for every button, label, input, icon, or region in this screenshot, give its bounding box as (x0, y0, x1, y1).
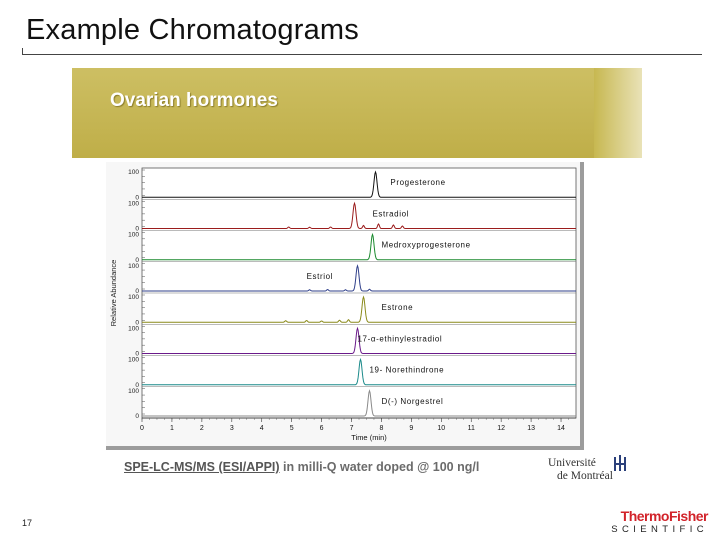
page-number: 17 (22, 518, 33, 528)
thermofisher-logo (612, 508, 712, 538)
series-label: 19- Norethindrone (369, 365, 445, 375)
brand-subtitle: SCIENTIFIC (611, 524, 708, 535)
x-tick-label: 10 (437, 425, 446, 432)
x-tick-label: 4 (259, 425, 264, 432)
y-tick-label-0: 0 (135, 350, 139, 358)
y-tick-label-0: 0 (135, 225, 139, 233)
y-tick-label-0: 0 (135, 319, 139, 327)
y-tick-label-100: 100 (128, 294, 139, 301)
series-label: Progesterone (390, 178, 446, 188)
method-caption (124, 460, 479, 474)
x-tick-label: 13 (527, 425, 536, 432)
y-tick-label-100: 100 (128, 200, 139, 208)
x-tick-label: 7 (349, 425, 354, 432)
title-rule (22, 54, 702, 55)
y-tick-label-0: 0 (135, 413, 139, 420)
university-name-line2: de Montréal (557, 470, 613, 482)
university-name-line1: Université (548, 457, 596, 469)
x-axis-label: Time (min) (351, 433, 387, 442)
series-label: 17-α-ethinylestradiol (357, 334, 443, 344)
x-tick-label: 6 (319, 425, 324, 432)
y-tick-label-100: 100 (128, 325, 139, 333)
university-mark-icon (611, 455, 633, 473)
gold-panel-fade (594, 68, 642, 158)
x-tick-label: 8 (379, 425, 384, 432)
x-tick-label: 0 (140, 425, 144, 432)
x-tick-label: 14 (557, 425, 565, 432)
series-label: Estradiol (372, 209, 410, 219)
slide-title: Example Chromatograms (26, 14, 359, 46)
y-tick-label-0: 0 (135, 194, 139, 202)
x-tick-label: 5 (289, 425, 294, 432)
y-tick-label-100: 100 (128, 169, 139, 176)
x-tick-label: 9 (409, 425, 414, 432)
y-tick-label-100: 100 (128, 262, 139, 270)
chromatogram-chart (106, 162, 584, 450)
brand-name: ThermoFisher (620, 508, 708, 524)
y-tick-label-0: 0 (135, 256, 139, 264)
x-tick-label: 2 (199, 425, 204, 432)
y-axis-label: Relative Abundance (109, 259, 118, 327)
series-label: Estrone (381, 303, 414, 313)
panel-title: Ovarian hormones (110, 90, 278, 111)
y-tick-label-100: 100 (128, 356, 139, 364)
x-tick-label: 1 (169, 425, 174, 432)
x-tick-label: 3 (229, 425, 234, 432)
series-label: Estriol (306, 271, 334, 281)
series-label: Medroxyprogesterone (381, 240, 471, 250)
y-tick-label-0: 0 (135, 288, 139, 295)
title-rule-tick (22, 48, 23, 55)
x-tick-label: 12 (497, 425, 506, 432)
y-tick-label-100: 100 (128, 387, 139, 395)
method-label: SPE-LC-MS/MS (ESI/APPI) (124, 460, 280, 474)
y-tick-label-0: 0 (135, 381, 139, 389)
method-details: in milli-Q water doped @ 100 ng/l (279, 460, 480, 474)
universite-de-montreal-logo (548, 455, 638, 485)
gold-panel (72, 68, 642, 158)
x-tick-label: 11 (467, 425, 475, 432)
series-label: D(-) Norgestrel (381, 396, 444, 406)
y-tick-label-100: 100 (128, 231, 139, 239)
